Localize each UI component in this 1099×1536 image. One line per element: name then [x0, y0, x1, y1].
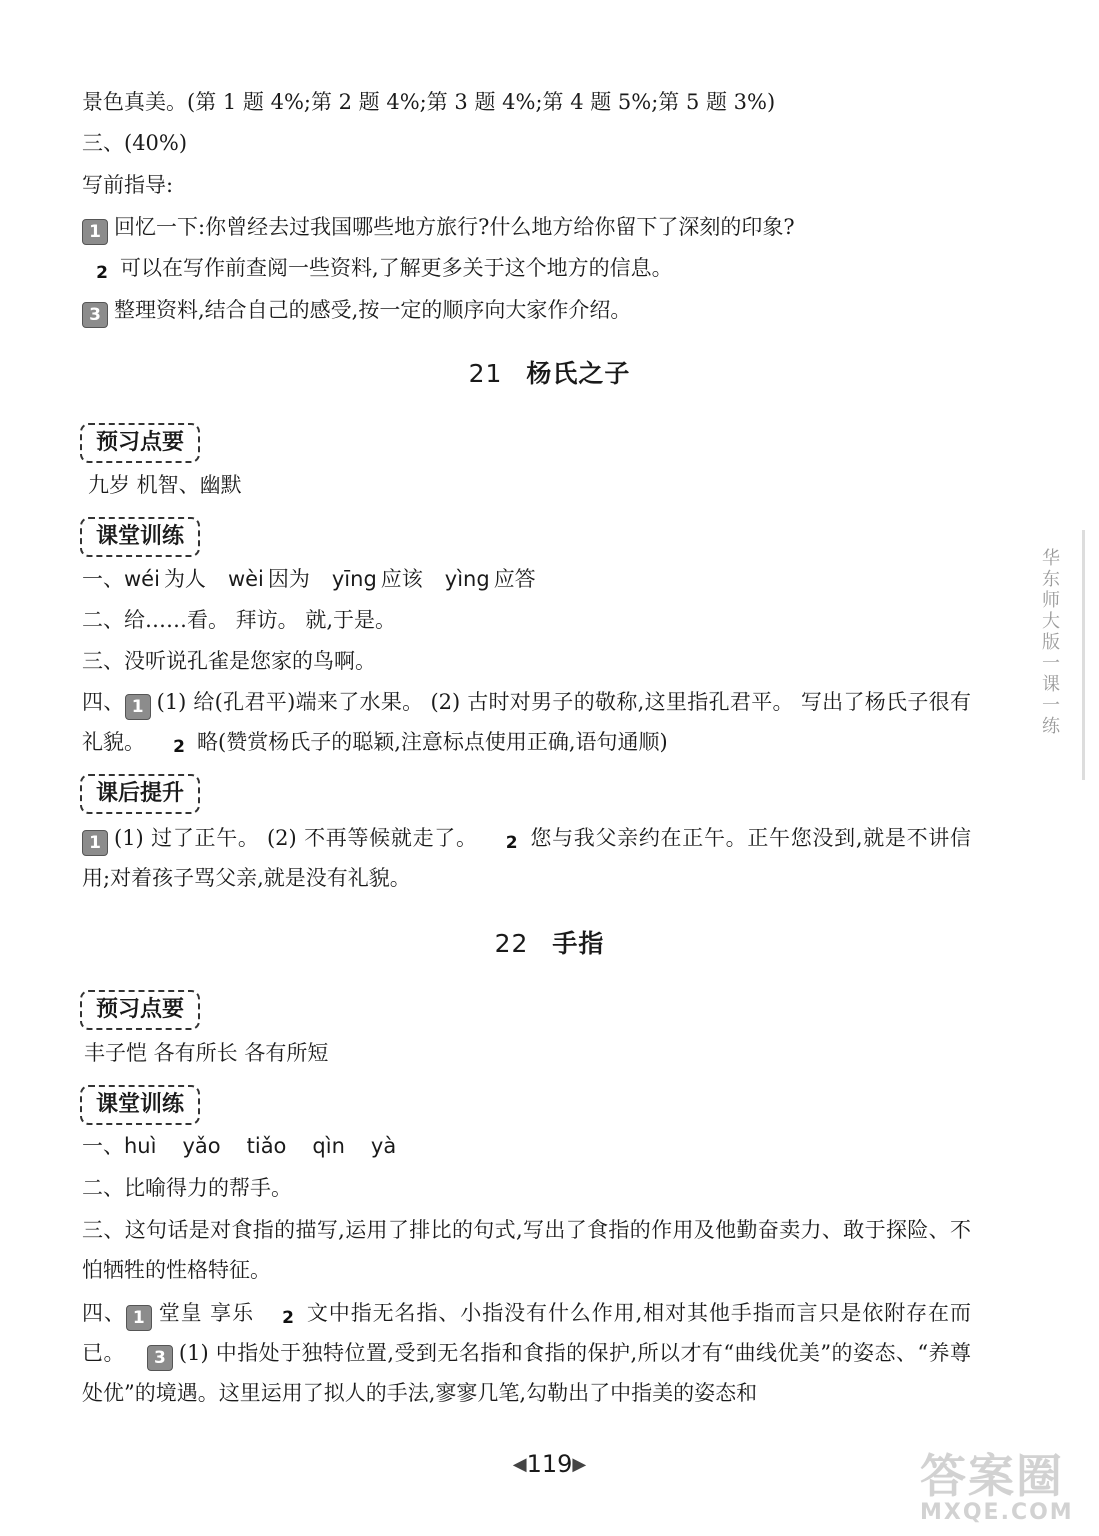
l22-q3: 三、这句话是对食指的描写,运用了排比的句式,写出了食指的作用及他勤奋卖力、敢于探险、不怕牺牲的性格特征。 — [82, 1218, 971, 1282]
word: 应该 — [380, 567, 423, 591]
l22-q4 — [82, 1293, 971, 1413]
watermark-logo — [920, 1440, 1090, 1530]
l22-q2: 二、比喻得力的帮手。 — [82, 1176, 292, 1200]
preview-text: 九岁 机智、幽默 — [88, 473, 242, 497]
score-line: 景色真美。(第 1 题 4%;第 2 题 4%;第 3 题 4%;第 4 题 5%;第 5 题 3%) — [82, 90, 776, 114]
l21-q1 — [82, 564, 971, 594]
l21-q2: 二、给……看。 拜访。 就,于是。 — [82, 608, 397, 632]
watermark-url: MXQE.COM — [920, 1500, 1074, 1525]
answer-text: 您与我父亲约在正午。正午您没到,就是不讲信用;对着孩子骂父亲,就是没有礼貌。 — [82, 826, 971, 890]
section-three: 三、(40%) — [82, 131, 188, 155]
number-badge-3: 3 — [147, 1345, 173, 1371]
pinyin: yǎo — [182, 1134, 221, 1158]
guide-label: 写前指导: — [82, 173, 174, 197]
number-label-2: 2 — [505, 833, 518, 853]
pinyin: wèi — [227, 567, 264, 591]
lesson-21-title — [0, 354, 1099, 390]
lesson-22-title — [0, 924, 1099, 960]
number-badge-3: 3 — [82, 302, 108, 328]
watermark-text: 答案圈 — [920, 1449, 1064, 1503]
number-label-2: 2 — [96, 263, 108, 283]
lesson-number: 21 — [468, 359, 503, 388]
guide-item-1 — [82, 212, 971, 245]
class-training-tag: 课堂训练 — [80, 1085, 200, 1125]
preview-tag: 预习点要 — [80, 990, 200, 1030]
class-training-tag: 课堂训练 — [80, 517, 200, 557]
answer-text: (1) 给(孔君平)端来了水果。 (2) 古时对男子的敬称,这里指孔君平。 写出了杨氏子很有礼貌。 — [82, 690, 971, 754]
answer-text: (1) 中指处于独特位置,受到无名指和食指的保护,所以才有“曲线优美”的姿态、“养尊处优”的境遇。这里运用了拟人的手法,寥寥几笔,勾勒出了中指美的姿态和 — [82, 1341, 971, 1405]
word: 因为 — [267, 567, 310, 591]
l21-after — [82, 818, 971, 898]
pinyin: yīng — [331, 567, 377, 591]
answer-text: (1) 过了正午。 (2) 不再等候就走了。 — [114, 826, 478, 850]
pinyin: wéi — [124, 567, 160, 591]
lesson-name: 杨氏之子 — [526, 359, 631, 388]
pinyin: yà — [370, 1134, 397, 1158]
pinyin: qìn — [312, 1134, 345, 1158]
q-prefix: 四、 — [82, 690, 125, 714]
number-badge-1: 1 — [82, 830, 108, 856]
number-badge-1: 1 — [82, 219, 108, 245]
preview-tag: 预习点要 — [80, 423, 200, 463]
number-badge-1: 1 — [125, 694, 151, 720]
l22-q1 — [82, 1131, 971, 1161]
side-divider — [1082, 530, 1085, 780]
number-label-2: 2 — [173, 737, 185, 757]
lesson-number: 22 — [494, 929, 529, 958]
guide-item-3 — [82, 295, 971, 328]
triangle-left-icon: ◀ — [512, 1454, 527, 1475]
guide-item-text: 整理资料,结合自己的感受,按一定的顺序向大家作介绍。 — [114, 298, 632, 322]
pinyin: tiǎo — [246, 1134, 287, 1158]
answer-text: 堂皇 享乐 — [157, 1301, 254, 1325]
pinyin: huì — [124, 1134, 157, 1158]
guide-item-2 — [90, 253, 971, 285]
l21-q4 — [82, 682, 971, 762]
number-badge-1: 1 — [126, 1305, 152, 1331]
l21-q3: 三、没听说孔雀是您家的鸟啊。 — [82, 649, 376, 673]
page-number-value: 119 — [526, 1450, 573, 1478]
side-series-label: 华东师大版一课一练 — [1039, 548, 1060, 737]
preview-text: 丰子恺 各有所长 各有所短 — [84, 1041, 329, 1065]
pinyin: yìng — [444, 567, 490, 591]
lesson-name: 手指 — [552, 929, 605, 958]
q-prefix: 一、 — [82, 567, 124, 591]
guide-item-text: 可以在写作前查阅一些资料,了解更多关于这个地方的信息。 — [120, 256, 673, 280]
guide-item-text: 回忆一下:你曾经去过我国哪些地方旅行?什么地方给你留下了深刻的印象? — [114, 215, 795, 239]
q-prefix: 一、 — [82, 1134, 124, 1158]
word: 应答 — [493, 567, 536, 591]
after-class-tag: 课后提升 — [80, 774, 200, 814]
number-label-2: 2 — [282, 1308, 294, 1328]
triangle-right-icon: ▶ — [572, 1454, 587, 1475]
answer-text: 文中指无名指、小指没有什么作用,相对其他手指而言只是依附存在而已。 — [82, 1301, 971, 1365]
q-prefix: 四、 — [82, 1301, 126, 1325]
word: 为人 — [163, 567, 206, 591]
answer-text: 略(赞赏杨氏子的聪颖,注意标点使用正确,语句通顺) — [197, 730, 668, 754]
